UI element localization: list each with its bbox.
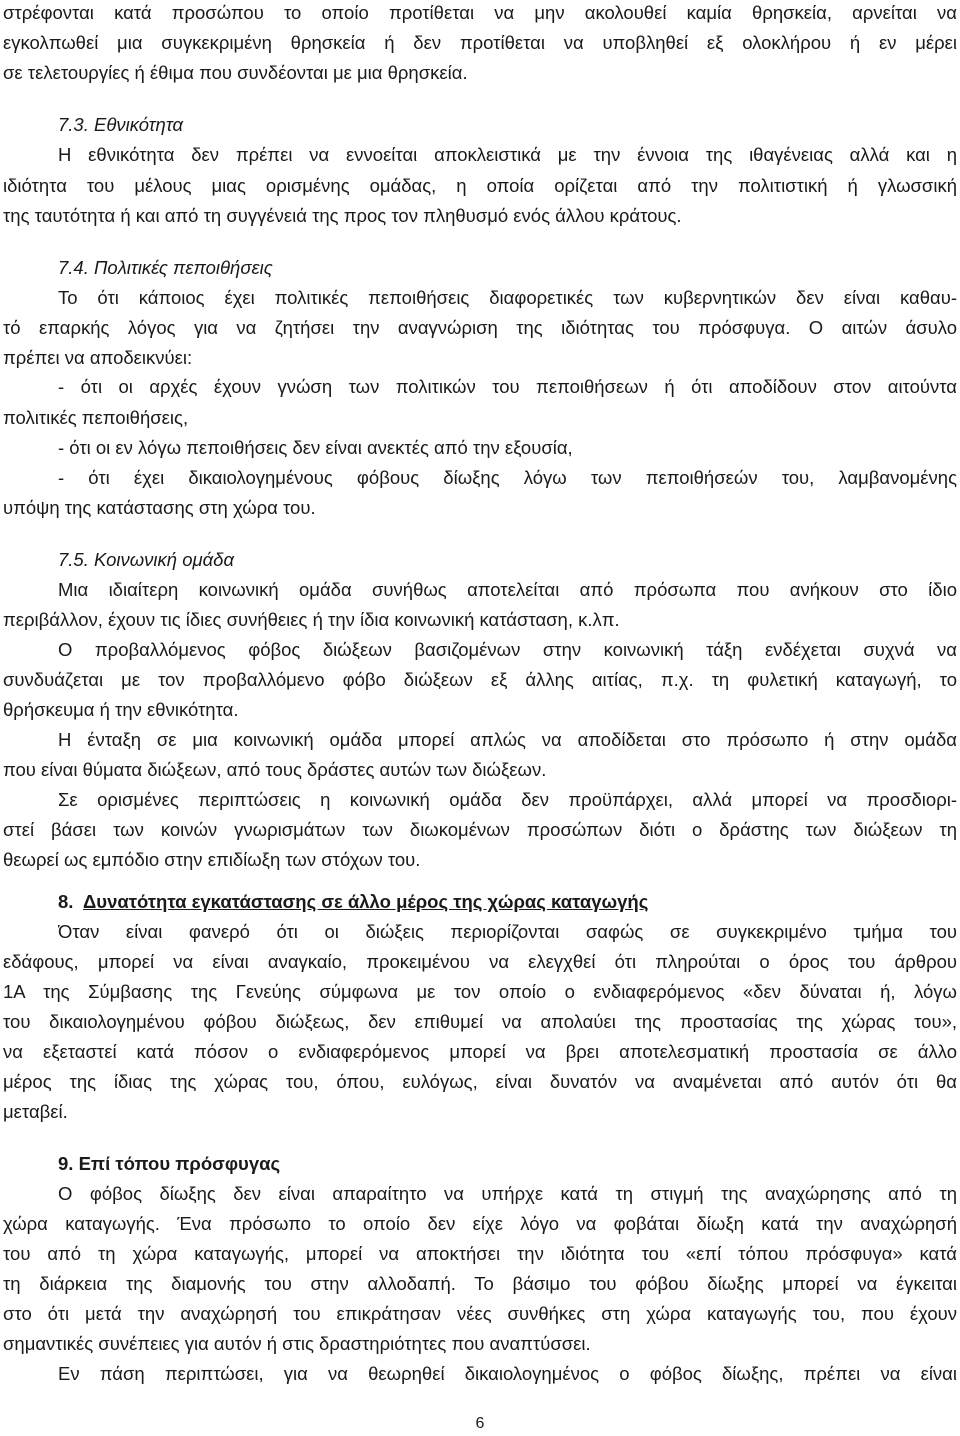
section-heading-9: 9. Επί τόπου πρόσφυγας xyxy=(58,1153,281,1174)
text-line: Μια ιδιαίτερη κοινωνική ομάδα συνήθως αποτελείται από πρόσωπα που ανήκουν στο ίδιο xyxy=(58,579,957,600)
text-line: Εν πάση περιπτώσει, για να θεωρηθεί δικαιολογημένος ο φόβος δίωξης, πρέπει να είναι xyxy=(58,1363,957,1384)
section-number-8: 8. xyxy=(58,891,74,912)
text-line: Το ότι κάποιος έχει πολιτικές πεποιθήσεις διαφορετικές των κυβερνητικών δεν είναι καθαυ- xyxy=(58,287,957,308)
text-line: πρέπει να αποδεικνύει: xyxy=(3,347,193,368)
text-line: μέρος της ίδιας της χώρας του, όπου, ευλόγως, είναι δυνατόν να αναμένεται από αυτόν ότι θα xyxy=(3,1071,957,1092)
text-line: τό επαρκής λόγος για να ζητήσει την αναγνώριση της ιδιότητας του πρόσφυγα. Ο αιτών άσυλο xyxy=(3,317,957,338)
text-line: στρέφονται κατά προσώπου το οποίο προτίθεται να μην ακολουθεί καμία θρησκεία, αρνείται να xyxy=(3,2,957,23)
text-line: Όταν είναι φανερό ότι οι διώξεις περιορίζονται σαφώς σε συγκεκριμένο τμήμα του xyxy=(58,921,957,942)
list-item: - ότι οι αρχές έχουν γνώση των πολιτικών του πεποιθήσεων ή ότι αποδίδουν στον αιτούντα xyxy=(58,376,957,397)
text-line: χώρα καταγωγής. Ένα πρόσωπο το οποίο δεν είχε λόγο να φοβάται δίωξη κατά την αναχώρησή xyxy=(3,1213,957,1234)
text-line: εγκολπωθεί μια συγκεκριμένη θρησκεία ή δεν προτίθεται να υποβληθεί εξ ολοκλήρου ή εν μέρει xyxy=(3,32,957,53)
text-line: Ο φόβος δίωξης δεν είναι απαραίτητο να υπήρχε κατά τη στιγμή της αναχώρησης από τη xyxy=(58,1183,957,1204)
section-heading-7-3: 7.3. Εθνικότητα xyxy=(58,114,184,135)
text-line: υπόψη της κατάστασης στη χώρα του. xyxy=(3,497,316,518)
text-line: τη διάρκεια της διαμονής του στην αλλοδαπή. Το βάσιμο του φόβου δίωξης μπορεί να έγκειται xyxy=(3,1273,957,1294)
text-line: 1Α της Σύμβασης της Γενεύης σύμφωνα με τον οποίο ο ενδιαφερόμενος «δεν δύναται ή, λόγω xyxy=(3,981,957,1002)
text-line: θρήσκευμα ή την εθνικότητα. xyxy=(3,699,239,720)
text-line: Ο προβαλλόμενος φόβος διώξεων βασιζομένων στην κοινωνική τάξη ενδέχεται συχνά να xyxy=(58,639,957,660)
section-heading-7-5: 7.5. Κοινωνική ομάδα xyxy=(58,549,234,570)
text-line: στεί βάσει των κοινών γνωρισμάτων των διωκομένων προσώπων διότι ο δράστης των διώξεων τη xyxy=(3,819,957,840)
text-line: που είναι θύματα διώξεων, από τους δράστες αυτών των διώξεων. xyxy=(3,759,547,780)
text-line: Η ένταξη σε μια κοινωνική ομάδα μπορεί απλώς να αποδίδεται στο πρόσωπο ή στην ομάδα xyxy=(58,729,957,750)
text-line: του από τη χώρα καταγωγής, μπορεί να αποκτήσει την ιδιότητα του «επί τόπου πρόσφυγα» κατά xyxy=(3,1243,957,1264)
text-line: Σε ορισμένες περιπτώσεις η κοινωνική ομάδα δεν προϋπάρχει, αλλά μπορεί να προσδιορι- xyxy=(58,789,957,810)
text-line: στο ότι μετά την αναχώρησή του επικράτησαν νέες συνθήκες στη χώρα καταγωγής του, που έχουν xyxy=(3,1303,957,1324)
text-line: να εξεταστεί κατά πόσον ο ενδιαφερόμενος μπορεί να βρει αποτελεσματική προστασία σε άλλο xyxy=(3,1041,957,1062)
text-line: σημαντικές συνέπειες για αυτόν ή στις δραστηριότητες που αναπτύσσει. xyxy=(3,1333,591,1354)
text-line: Η εθνικότητα δεν πρέπει να εννοείται αποκλειστικά με την έννοια της ιθαγένειας αλλά και η xyxy=(58,144,957,165)
text-line: θεωρεί ως εμπόδιο στην επιδίωξη των στόχων του. xyxy=(3,849,421,870)
list-item: - ότι οι εν λόγω πεποιθήσεις δεν είναι ανεκτές από την εξουσία, xyxy=(58,437,573,458)
list-item: - ότι έχει δικαιολογημένους φόβους δίωξης λόγω των πεποιθήσεών του, λαμβανομένης xyxy=(58,467,957,488)
text-line: σε τελετουργίες ή έθιμα που συνδέονται με μια θρησκεία. xyxy=(3,62,468,83)
text-line: της ταυτότητα ή και από τη συγγένειά της προς τον πληθυσμό ενός άλλου κράτους. xyxy=(3,205,682,226)
page-number: 6 xyxy=(475,1415,485,1432)
text-line: εδάφους, μπορεί να είναι αναγκαίο, προκειμένου να ελεγχθεί ότι πληρούται ο όρος του άρθρου xyxy=(3,951,957,972)
text-line: περιβάλλον, έχουν τις ίδιες συνήθειες ή την ίδια κοινωνική κατάσταση, κ.λπ. xyxy=(3,609,620,630)
text-line: μεταβεί. xyxy=(3,1101,68,1122)
text-line: ιδιότητα του μέλους μιας ορισμένης ομάδας, η οποία ορίζεται από την πολιτιστική ή γλωσσική xyxy=(3,175,957,196)
text-line: του δικαιολογημένου φόβου διώξεως, δεν επιθυμεί να απολαύει της προστασίας της χώρας του», xyxy=(3,1011,957,1032)
section-heading-8: Δυνατότητα εγκατάστασης σε άλλο μέρος της χώρας καταγωγής xyxy=(83,891,649,912)
section-heading-7-4: 7.4. Πολιτικές πεποιθήσεις xyxy=(58,257,273,278)
text-line: συνδυάζεται με τον προβαλλόμενο φόβο διώξεων εξ άλλης αιτίας, π.χ. τη φυλετική καταγωγή, το xyxy=(3,669,957,690)
text-line: πολιτικές πεποιθήσεις, xyxy=(3,407,189,428)
